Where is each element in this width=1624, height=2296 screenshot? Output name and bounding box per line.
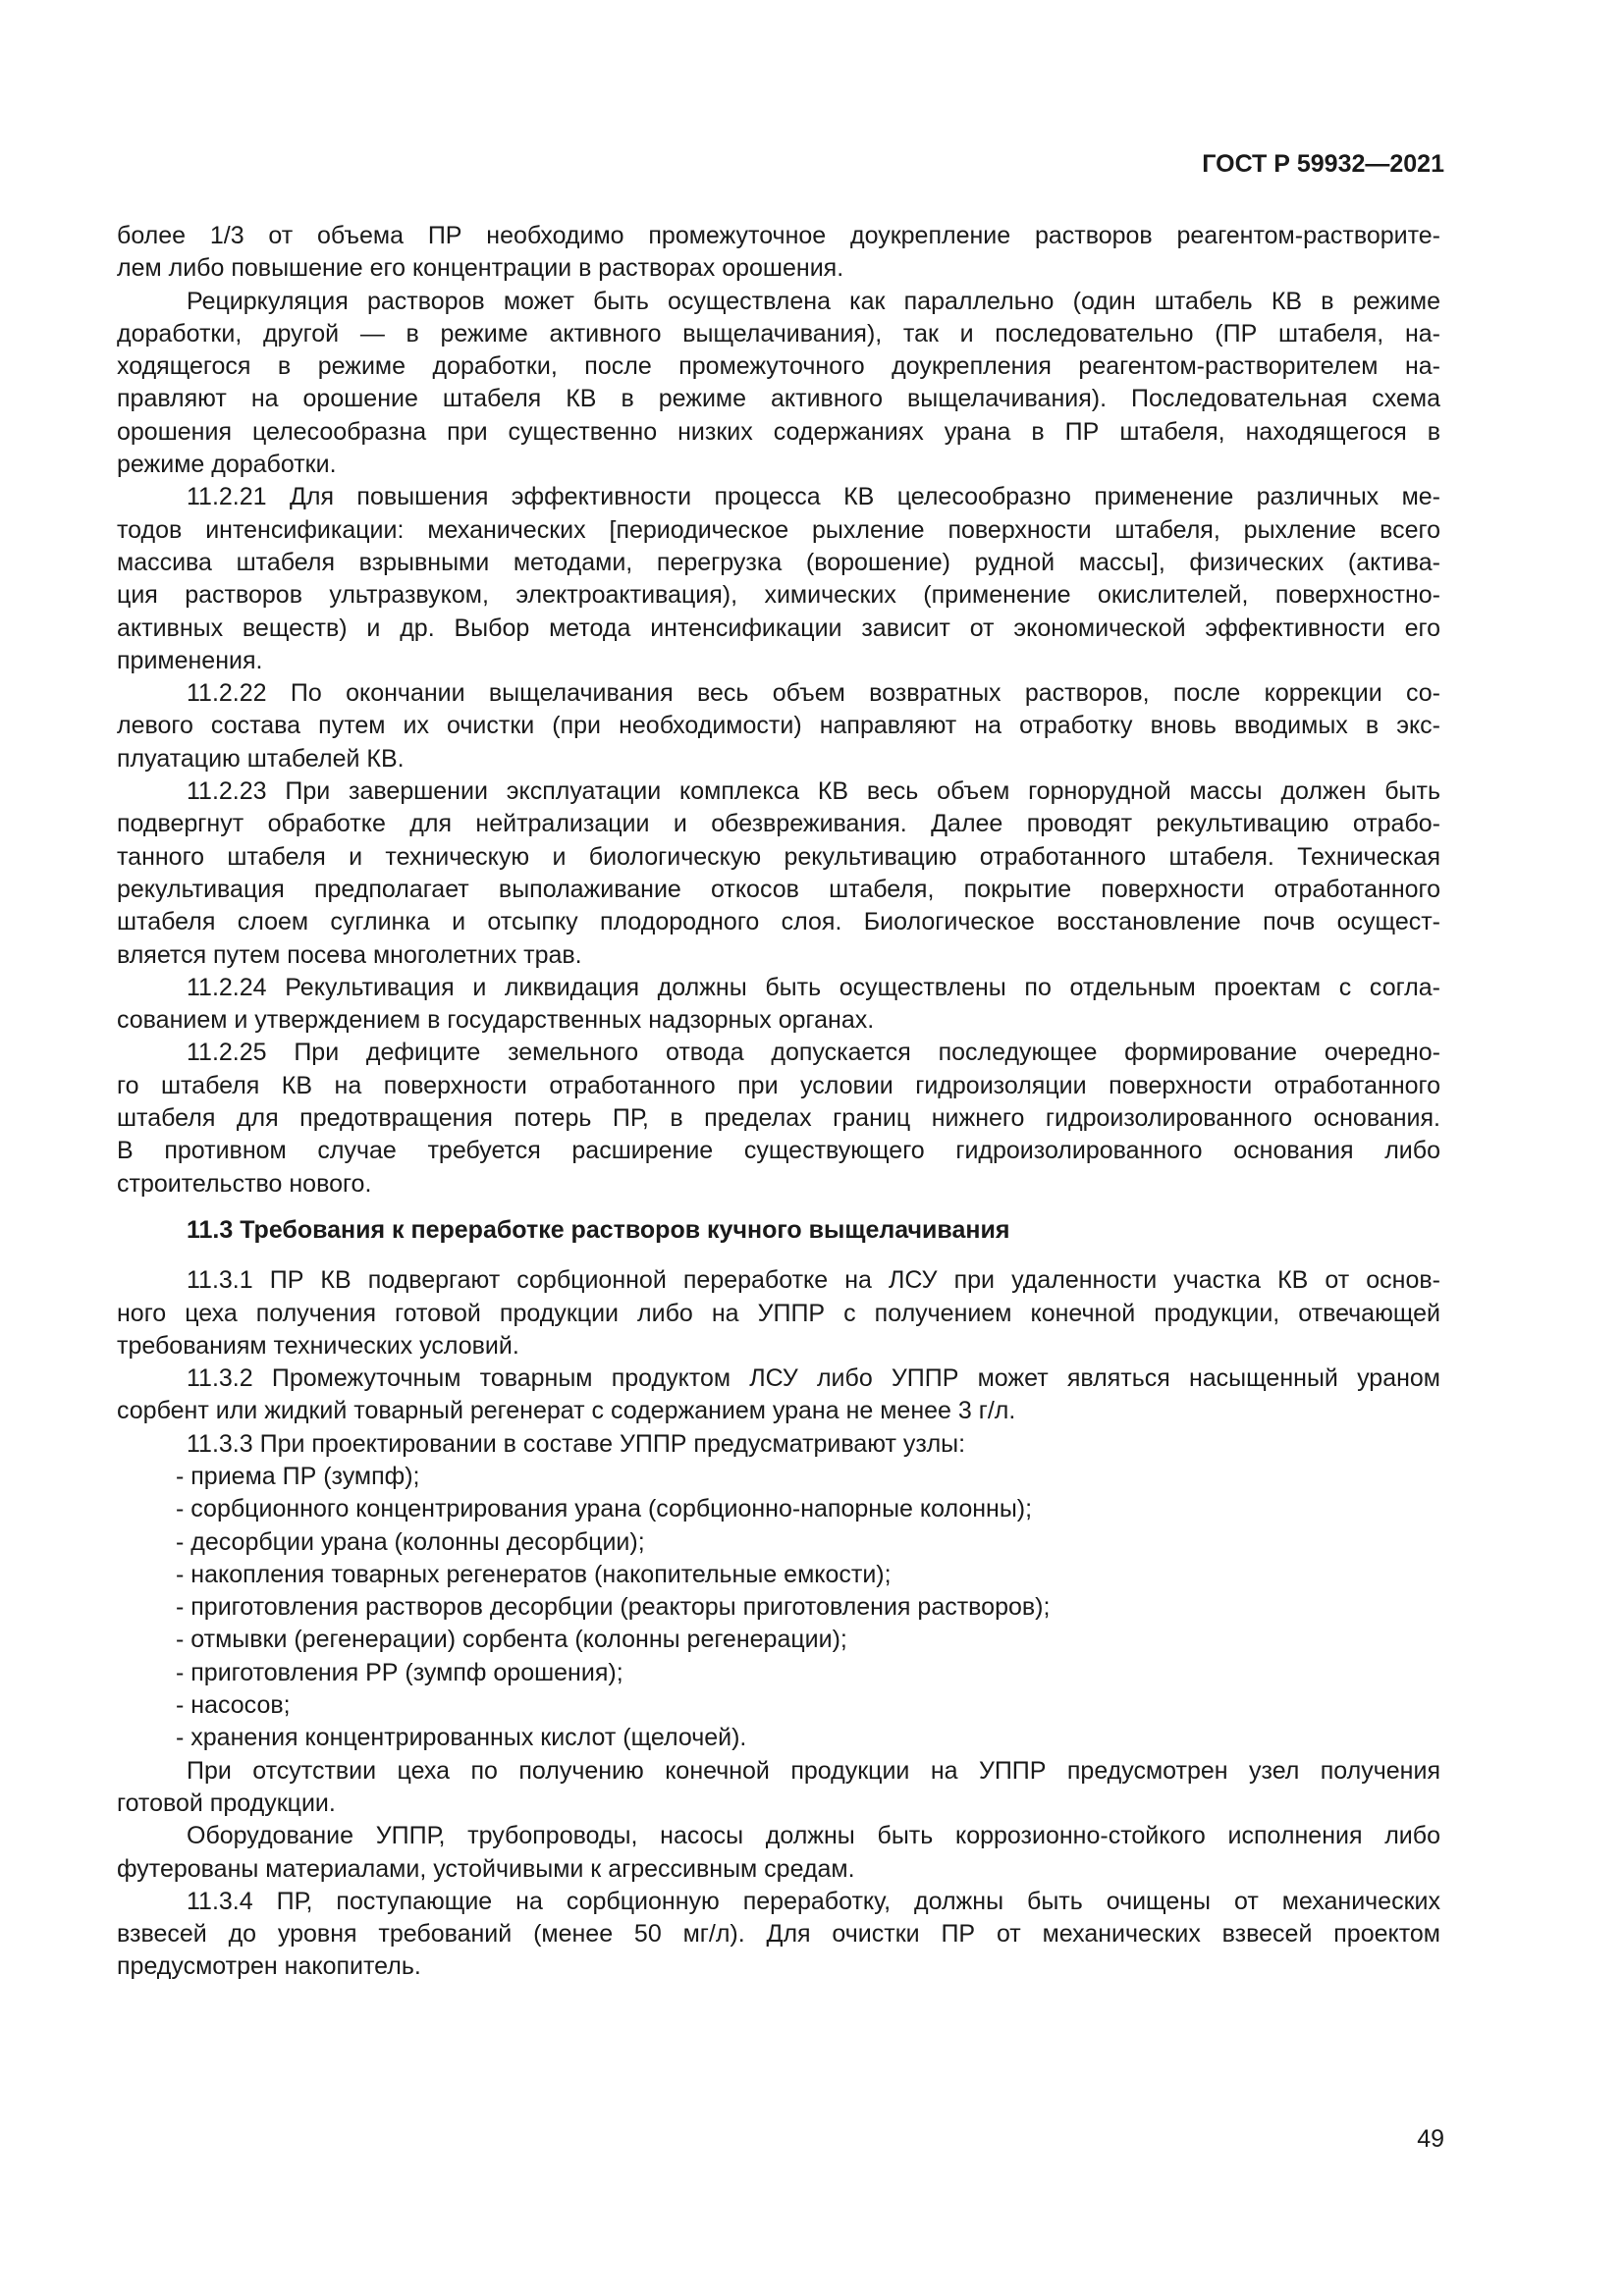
text-line: сованием и утверждением в государственных надзорных органах. [117,1006,875,1035]
text-line: 11.3.1 ПР КВ подвергают сорбционной переработке на ЛСУ при удаленности участка КВ от основ- [187,1266,1440,1295]
text-line: ного цеха получения готовой продукции либо на УППР с получением конечной продукции, отвечающей [117,1299,1440,1327]
text-line: строительство нового. [117,1169,372,1198]
text-line: режиме доработки. [117,451,337,479]
text-line: танного штабеля и техническую и биологическую рекультивацию отработанного штабеля. Техническая [117,842,1440,871]
text-line: ходящегося в режиме доработки, после промежуточного доукрепления реагентом-растворителем на- [117,352,1440,381]
text-line: рекультивация предполагает выполаживание откосов штабеля, покрытие поверхности отработанного [117,875,1440,903]
text-line: В противном случае требуется расширение существующего гидроизолированного основания либо [117,1137,1440,1165]
list-item: - насосов; [176,1691,291,1720]
text-line: сорбент или жидкий товарный регенерат с содержанием урана не менее 3 г/л. [117,1397,1016,1425]
text-line: предусмотрен накопитель. [117,1952,421,1981]
list-item: - накопления товарных регенератов (накопительные емкости); [176,1560,892,1588]
text-line: 11.2.24 Рекультивация и ликвидация должны быть осуществлены по отдельным проектам с согла- [187,973,1440,1001]
text-line: Оборудование УППР, трубопроводы, насосы должны быть коррозионно-стойкого исполнения либо [187,1822,1440,1850]
text-line: 11.3.4 ПР, поступающие на сорбционную переработку, должны быть очищены от механических [187,1887,1440,1915]
text-line: более 1/3 от объема ПР необходимо промежуточное доукрепление растворов реагентом-растворите- [117,222,1440,249]
text-line: доработки, другой — в режиме активного выщелачивания), так и последовательно (ПР штабеля, на- [117,319,1440,347]
text-line: 11.3.3 При проектировании в составе УППР предусматривают узлы: [187,1429,966,1458]
text-line: активных веществ) и др. Выбор метода интенсификации зависит от экономической эффективности его [117,614,1440,642]
list-item: - отмывки (регенерации) сорбента (колонны регенерации); [176,1626,847,1654]
text-line: плуатацию штабелей КВ. [117,744,405,773]
page-number: 49 [1417,2125,1444,2153]
text-line: применения. [117,646,263,674]
text-line: футерованы материалами, устойчивыми к агрессивным средам. [117,1854,855,1883]
text-line: 11.2.21 Для повышения эффективности процесса КВ целесообразно применение различных ме- [187,483,1440,511]
list-item: - приготовления растворов десорбции (реакторы приготовления растворов); [176,1593,1051,1622]
text-line: 11.2.22 По окончании выщелачивания весь объем возвратных растворов, после коррекции со- [187,679,1440,708]
text-line: требованиям технических условий. [117,1331,519,1360]
document-body [117,220,1440,1984]
text-line: взвесей до уровня требований (менее 50 мг/л). Для очистки ПР от механических взвесей проектом [117,1920,1440,1949]
list-item: - десорбции урана (колонны десорбции); [176,1527,645,1556]
text-line: ция растворов ультразвуком, электроактивация), химических (применение окислителей, поверхностно- [117,581,1440,610]
text-line: лем либо повышение его концентрации в растворах орошения. [117,254,844,283]
text-line: подвергнут обработке для нейтрализации и обезвреживания. Далее проводят рекультивацию отрабо- [117,810,1440,838]
list-item: - приготовления РР (зумпф орошения); [176,1658,623,1686]
text-line: вляется путем посева многолетних трав. [117,940,582,969]
list-item: - сорбционного концентрирования урана (сорбционно-напорные колонны); [176,1495,1033,1523]
text-line: левого состава путем их очистки (при необходимости) направляют на отработку вновь вводимых в экс- [117,712,1440,740]
text-line: правляют на орошение штабеля КВ в режиме активного выщелачивания). Последовательная схема [117,385,1440,413]
text-line: штабеля слоем суглинка и отсыпку плодородного слоя. Биологическое восстановление почв осущест- [117,908,1440,936]
text-line: тодов интенсификации: механических [периодическое рыхление поверхности штабеля, рыхление всего [117,515,1440,544]
section-heading: 11.3 Требования к переработке растворов кучного выщелачивания [187,1215,1010,1244]
text-line: го штабеля КВ на поверхности отработанного при условии гидроизоляции поверхности отработанного [117,1071,1440,1099]
text-line: При отсутствии цеха по получению конечной продукции на УППР предусмотрен узел получения [187,1756,1440,1785]
text-line: штабеля для предотвращения потерь ПР, в пределах границ нижнего гидроизолированного основания. [117,1104,1440,1133]
document-code: ГОСТ Р 59932—2021 [1202,150,1444,178]
text-line: 11.2.25 При дефиците земельного отвода допускается последующее формирование очередно- [187,1039,1440,1067]
text-line: Рециркуляция растворов может быть осуществлена как параллельно (один штабель КВ в режиме [187,287,1440,315]
list-item: - хранения концентрированных кислот (щелочей). [176,1724,747,1752]
text-line: 11.2.23 При завершении эксплуатации комплекса КВ весь объем горнорудной массы должен быть [187,777,1440,806]
list-item: - приема ПР (зумпф); [176,1462,420,1490]
text-line: орошения целесообразна при существенно низких содержаниях урана в ПР штабеля, находящегося в [117,417,1440,446]
text-line: массива штабеля взрывными методами, перегрузка (ворошение) рудной массы], физических (актива- [117,548,1440,576]
text-line: готовой продукции. [117,1789,336,1817]
text-line: 11.3.2 Промежуточным товарным продуктом ЛСУ либо УППР может являться насыщенный ураном [187,1364,1440,1393]
